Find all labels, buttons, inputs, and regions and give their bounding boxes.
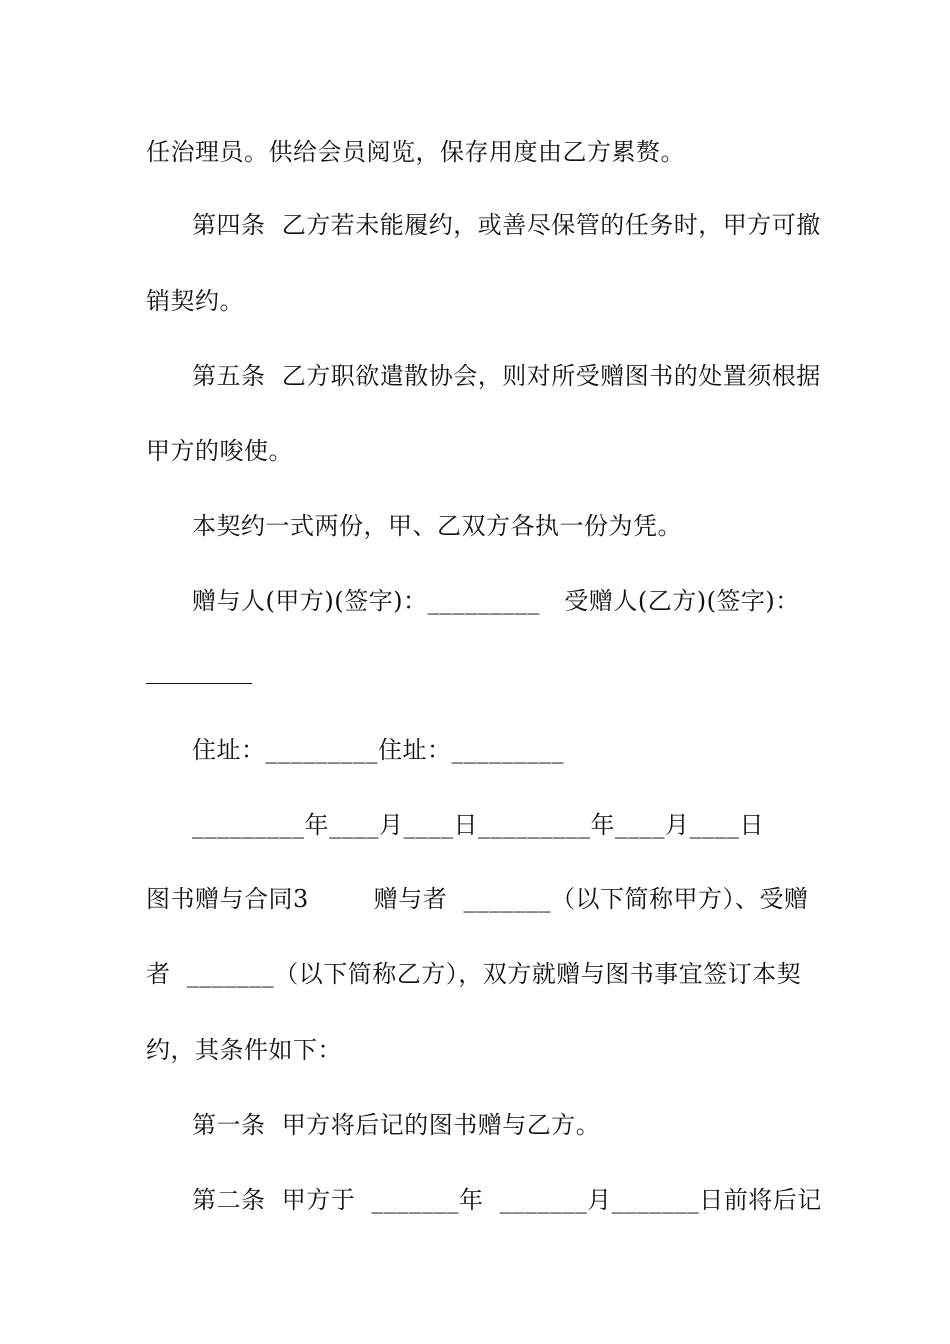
text-line-5: 甲方的唆使。: [146, 437, 293, 465]
contract-3-heading-line: 图书赠与合同3 赠与者 _______（以下简称甲方）、受赠: [146, 885, 809, 913]
text-line-6: 本契约一式两份，甲、乙双方各执一份为凭。: [192, 512, 682, 540]
text-line-3: 销契约。: [146, 287, 244, 315]
signature-line-labels: 赠与人(甲方)(签字)：_________ 受赠人(乙方)(签字)：: [192, 587, 800, 615]
address-line: 住址：_________住址：_________: [192, 736, 564, 764]
article-two-line: 第二条 甲方于 _______年 _______月_______日前将后记: [192, 1186, 822, 1214]
text-line-2-content: 第四条 乙方若未能履约，或善尽保管的任务时，甲方可撤: [192, 211, 821, 239]
text-line-4: 第五条 乙方职欲遣散协会，则对所受赠图书的处置须根据: [192, 362, 821, 390]
signature-blank-line: [146, 683, 252, 684]
article-one-line: 第一条 甲方将后记的图书赠与乙方。: [192, 1111, 601, 1139]
text-line-11: 者 _______（以下简称乙方），双方就赠与图书事宜签订本契: [146, 960, 802, 988]
text-line-2: [192, 209, 821, 241]
text-line-12: 约，其条件如下：: [146, 1036, 342, 1064]
text-line-1: 任治理员。供给会员阅览，保存用度由乙方累赘。: [146, 138, 685, 166]
date-line: _________年____月____日_________年____月____日: [192, 811, 764, 839]
